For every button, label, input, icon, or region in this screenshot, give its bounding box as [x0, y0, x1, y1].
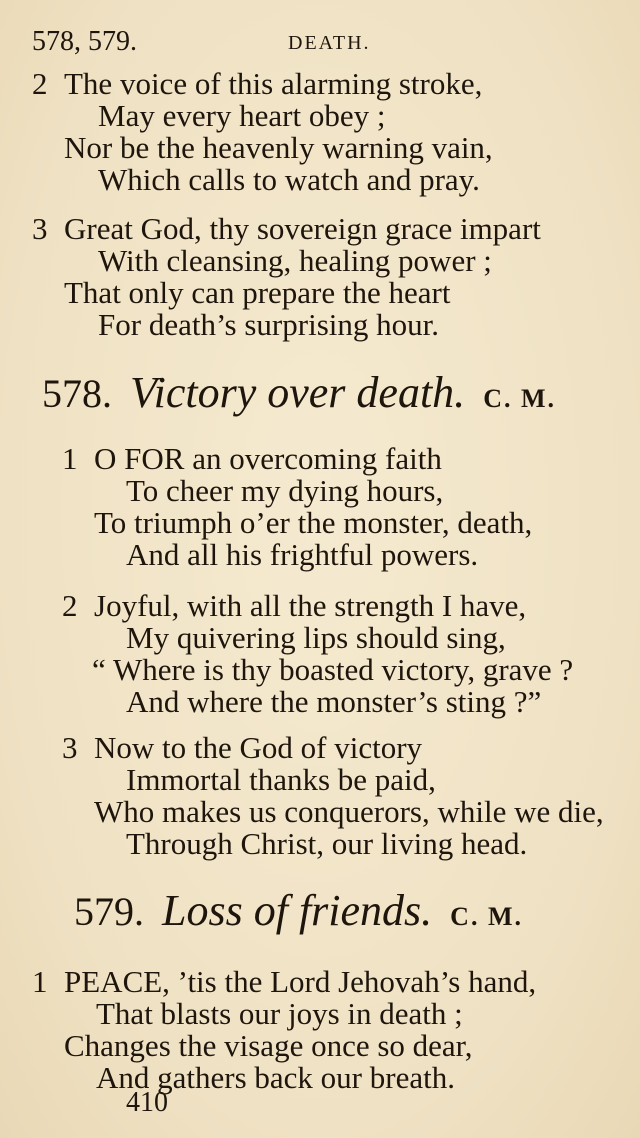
verse-line: Changes the visage once so dear,: [64, 1028, 473, 1063]
verse-line: For death’s surprising hour.: [98, 307, 439, 342]
hymn-title-text: Victory over death.: [130, 368, 466, 417]
hymn-title-579: [74, 886, 523, 946]
verse-line: O FOR an overcoming faith: [94, 441, 442, 476]
verse-line: That blasts our joys in death ;: [96, 996, 463, 1031]
verse-line: May every heart obey ;: [98, 98, 386, 133]
verse-line: Great God, thy sovereign grace impart: [64, 211, 541, 246]
verse-line: To triumph o’er the monster, death,: [94, 505, 533, 540]
hymn-title-text: Loss of friends.: [162, 886, 433, 935]
verse-line: That only can prepare the heart: [64, 275, 451, 310]
verse-number: 1: [62, 441, 78, 476]
verse-line: PEACE, ’tis the Lord Jehovah’s hand,: [64, 964, 537, 999]
verse-line: Who makes us conquerors, while we die,: [94, 794, 604, 829]
verse-line: Now to the God of victory: [94, 730, 423, 765]
verse-line: “ Where is thy boasted victory, grave ?: [92, 652, 574, 687]
verse-line: Nor be the heavenly warning vain,: [64, 130, 493, 165]
hymn-meter: C. M.: [450, 902, 523, 931]
verse-line: With cleansing, healing power ;: [98, 243, 492, 278]
hymn-number: 578.: [42, 371, 112, 416]
verse-line: And where the monster’s sting ?”: [126, 684, 542, 719]
verse-number: 3: [62, 730, 78, 765]
verse-number: 1: [32, 964, 48, 999]
page-number: 410: [126, 1087, 168, 1118]
running-hymn-numbers: 578, 579.: [32, 26, 137, 57]
verse-line: Immortal thanks be paid,: [126, 762, 436, 797]
verse-line: The voice of this alarming stroke,: [64, 66, 483, 101]
verse-number: 2: [62, 588, 78, 623]
verse-line: My quivering lips should sing,: [126, 620, 506, 655]
verse-line: And gathers back our breath.: [96, 1060, 455, 1095]
verse-line: Which calls to watch and pray.: [98, 162, 480, 197]
verse-line: Joyful, with all the strength I have,: [94, 588, 527, 623]
hymn-number: 579.: [74, 889, 144, 934]
verse-line: To cheer my dying hours,: [126, 473, 444, 508]
verse-number: 2: [32, 66, 48, 101]
running-title: DEATH.: [288, 32, 371, 54]
hymn-meter: C. M.: [483, 384, 557, 413]
verse-line: And all his frightful powers.: [126, 537, 479, 572]
verse-line: Through Christ, our living head.: [126, 826, 528, 861]
verse-number: 3: [32, 211, 48, 246]
hymn-title-578: [42, 368, 556, 428]
